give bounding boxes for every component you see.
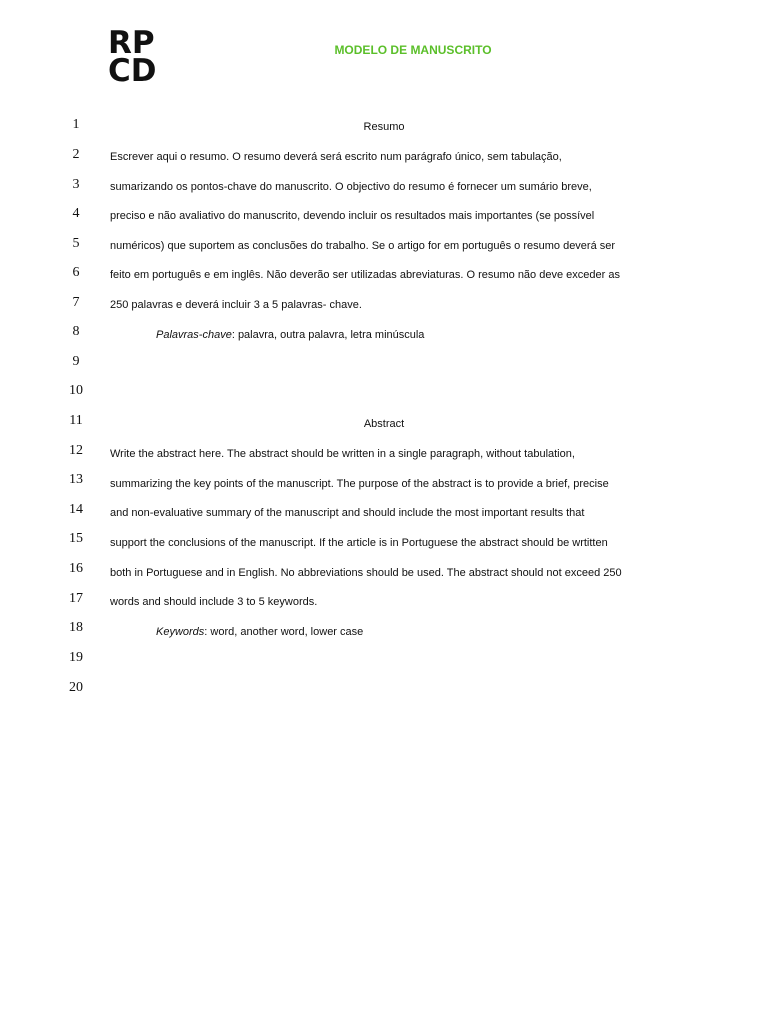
abstract-line: words and should include 3 to 5 keywords. <box>110 596 318 608</box>
line-number: 10 <box>69 383 83 398</box>
abstract-keywords <box>110 624 716 640</box>
line-number: 6 <box>72 265 80 280</box>
line-number: 15 <box>69 531 83 546</box>
logo-line-1: RP <box>108 25 155 61</box>
line-number: 5 <box>72 236 80 251</box>
line-number: 16 <box>69 561 83 576</box>
line-number: 11 <box>69 413 83 428</box>
resumo-heading: Resumo <box>363 121 405 133</box>
line-number: 4 <box>72 206 80 221</box>
line-number: 1 <box>72 117 80 132</box>
line-number: 20 <box>69 680 83 695</box>
line-number: 12 <box>69 443 83 458</box>
abstract-keywords-label: Keywords <box>156 626 205 638</box>
abstract-heading: Abstract <box>363 418 405 430</box>
resumo-line: Escrever aqui o resumo. O resumo deverá será escrito num parágrafo único, sem tabulação, <box>110 151 562 163</box>
line-number: 2 <box>72 147 80 162</box>
resumo-keywords <box>110 327 716 343</box>
resumo-line: numéricos) que suportem as conclusões do trabalho. Se o artigo for em português o resumo deverá ser <box>110 240 616 252</box>
line-number: 8 <box>72 324 80 339</box>
abstract-line: summarizing the key points of the manuscript. The purpose of the abstract is to provide a brief, precise <box>110 478 609 490</box>
resumo-line: feito em português e em inglês. Não deverão ser utilizadas abreviaturas. O resumo não deve exceder as <box>110 269 620 281</box>
resumo-keywords-label: Palavras-chave <box>156 329 232 341</box>
page-title: MODELO DE MANUSCRITO <box>334 43 492 57</box>
resumo-keywords-text: : palavra, outra palavra, letra minúscula <box>231 329 425 341</box>
line-number: 14 <box>69 502 83 517</box>
resumo-line: preciso e não avaliativo do manuscrito, devendo incluir os resultados mais importantes (se possível <box>110 210 595 222</box>
abstract-keywords-text: : word, another word, lower case <box>204 626 364 638</box>
line-number: 13 <box>69 472 83 487</box>
line-number: 7 <box>72 295 80 310</box>
resumo-line: 250 palavras e deverá incluir 3 a 5 palavras- chave. <box>110 299 362 311</box>
abstract-line: Write the abstract here. The abstract should be written in a single paragraph, without tabulation, <box>110 448 575 460</box>
abstract-line: both in Portuguese and in English. No abbreviations should be used. The abstract should not exceed 250 <box>110 567 622 579</box>
line-number: 19 <box>69 650 83 665</box>
logo-line-2: CD <box>108 53 157 89</box>
line-number: 9 <box>72 354 80 369</box>
abstract-line: and non-evaluative summary of the manuscript and should include the most important results that <box>110 507 585 519</box>
line-number: 3 <box>72 177 80 192</box>
abstract-line: support the conclusions of the manuscript. If the article is in Portuguese the abstract should be wrtitten <box>110 537 608 549</box>
rpcd-logo <box>108 25 164 89</box>
line-number: 17 <box>69 591 83 606</box>
line-number: 18 <box>69 620 83 635</box>
resumo-line: sumarizando os pontos-chave do manuscrito. O objectivo do resumo é fornecer um sumário breve, <box>110 181 592 193</box>
